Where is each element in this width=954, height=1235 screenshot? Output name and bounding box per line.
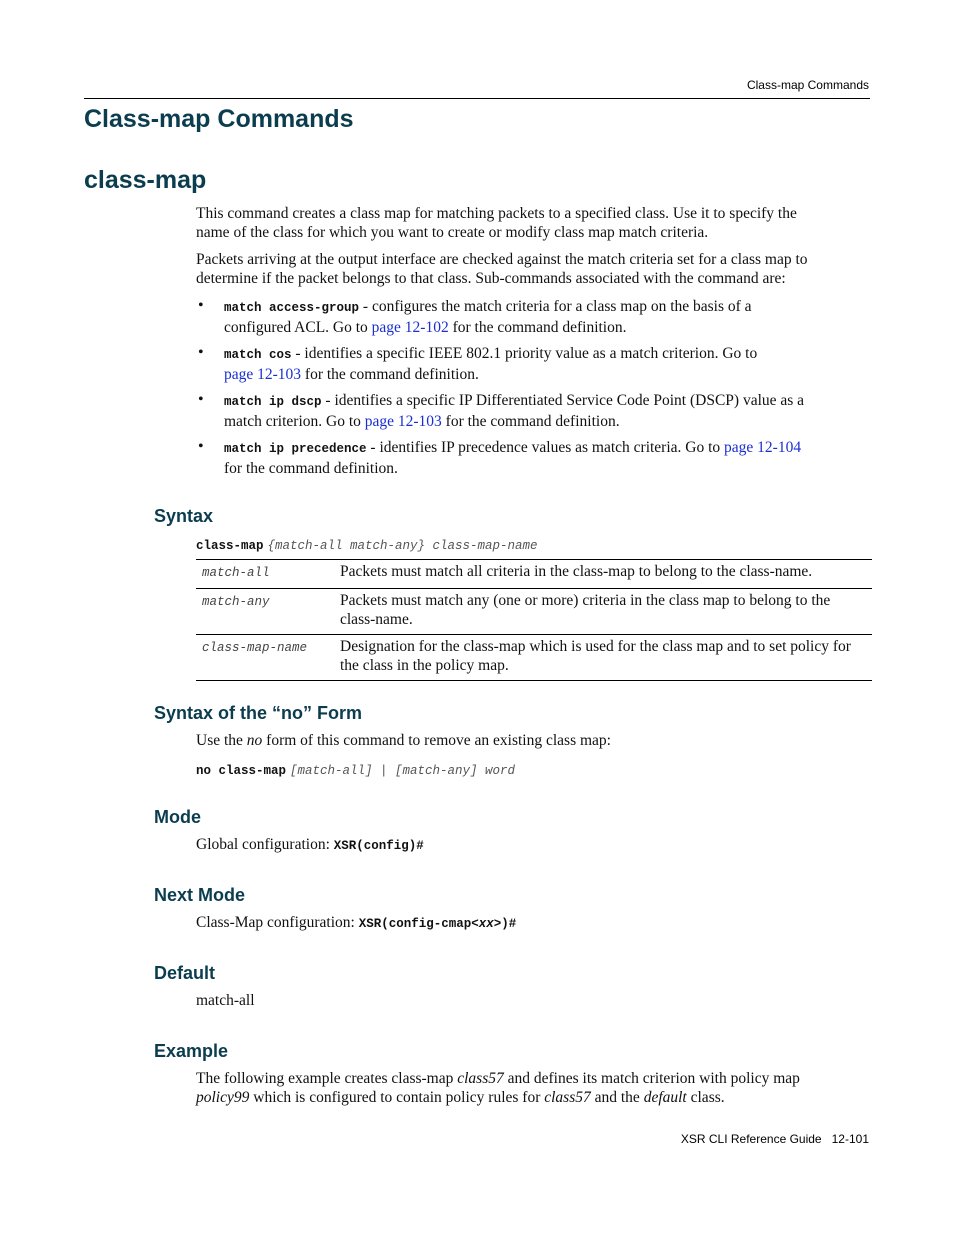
command-name: match access-group — [224, 301, 360, 315]
param-name: match-all — [202, 566, 270, 580]
text-fragment: and defines its match criterion with policy map — [503, 1070, 800, 1087]
item-text: for the command definition. — [448, 319, 627, 336]
param-description: Packets must match all criteria in the class-map to belong to the class-name. — [340, 563, 813, 580]
bullet-dot: • — [198, 391, 204, 408]
syntax-args: {match-all match-any} class-map-name — [267, 539, 538, 553]
text-emphasis: default — [643, 1089, 687, 1106]
list-item — [224, 391, 804, 431]
syntax-command: no class-map — [196, 764, 287, 778]
running-footer — [681, 1132, 869, 1146]
text-fragment: and the — [590, 1089, 644, 1106]
cli-prompt: >)# — [493, 917, 517, 931]
text-fragment: The following example creates class-map — [196, 1070, 458, 1087]
default-value: match-all — [196, 992, 255, 1009]
syntax-table — [196, 559, 872, 681]
bullet-dot: • — [198, 438, 204, 455]
running-header: Class-map Commands — [746, 78, 869, 92]
intro-p2-line1: Packets arriving at the output interface are checked against the match criteria set for a class map to — [196, 251, 808, 268]
item-text: match criterion. Go to — [224, 413, 365, 430]
example-text — [196, 1069, 800, 1107]
page-link[interactable]: page 12-103 — [224, 366, 302, 383]
no-form-text — [196, 731, 611, 750]
command-name: match ip dscp — [224, 395, 322, 409]
guide-title: XSR CLI Reference Guide — [680, 1132, 822, 1146]
mode-heading: Mode — [154, 807, 201, 827]
text-emphasis: no — [246, 732, 263, 749]
item-text: for the command definition. — [441, 413, 620, 430]
bullet-dot: • — [198, 344, 204, 361]
text-emphasis: class57 — [544, 1089, 591, 1106]
text-fragment: Use the — [196, 732, 247, 749]
item-text: - identifies a specific IEEE 802.1 priority value as a match criterion. Go to — [291, 345, 758, 362]
page-link[interactable]: page 12-102 — [371, 319, 449, 336]
list-item — [224, 438, 801, 478]
command-title: class-map — [84, 166, 207, 194]
table-row — [196, 635, 872, 681]
table-row — [196, 589, 872, 635]
no-form-heading: Syntax of the “no” Form — [154, 703, 363, 723]
intro-paragraph-1 — [196, 204, 797, 242]
intro-p1-line2: name of the class for which you want to create or modify class map match criteria. — [196, 224, 709, 241]
item-text: for the command definition. — [224, 460, 398, 477]
text-fragment: form of this command to remove an existing class map: — [262, 732, 611, 749]
syntax-line — [196, 536, 538, 554]
next-mode-heading: Next Mode — [154, 885, 246, 905]
param-name: class-map-name — [202, 641, 308, 655]
text-fragment: class. — [686, 1089, 725, 1106]
intro-paragraph-2 — [196, 250, 808, 288]
command-name: match cos — [224, 348, 292, 362]
text-fragment: Class-Map configuration: — [196, 914, 359, 931]
page-number: 12-101 — [831, 1132, 869, 1146]
text-fragment: Global configuration: — [196, 836, 334, 853]
list-item — [224, 344, 757, 384]
no-form-syntax — [196, 761, 515, 779]
item-text: - identifies IP precedence values as match criteria. Go to — [366, 439, 725, 456]
page-link[interactable]: page 12-103 — [364, 413, 442, 430]
param-description: Packets must match any (one or more) criteria in the class map to belong to the class-name. — [340, 592, 831, 628]
item-text: - configures the match criteria for a class map on the basis of a — [359, 298, 752, 315]
syntax-command: class-map — [196, 539, 264, 553]
syntax-args: [match-all] | [match-any] word — [290, 764, 516, 778]
intro-p2-line2: determine if the packet belongs to that class. Sub-commands associated with the command are: — [196, 270, 786, 287]
syntax-heading: Syntax — [154, 506, 214, 526]
next-mode-text — [196, 913, 516, 934]
default-heading: Default — [154, 963, 216, 983]
mode-text — [196, 835, 424, 856]
text-emphasis: class57 — [457, 1070, 504, 1087]
text-fragment: which is configured to contain policy rules for — [249, 1089, 545, 1106]
param-name: match-any — [202, 595, 270, 609]
bullet-dot: • — [198, 297, 204, 314]
chapter-title: Class-map Commands — [84, 105, 354, 133]
list-item — [224, 297, 752, 337]
intro-p1-line1: This command creates a class map for matching packets to a specified class. Use it to specify the — [196, 205, 797, 222]
command-name: match ip precedence — [224, 442, 367, 456]
item-text: - identifies a specific IP Differentiated Service Code Point (DSCP) value as a — [321, 392, 805, 409]
item-text: for the command definition. — [301, 366, 479, 383]
cli-prompt-variable: xx — [478, 917, 494, 931]
example-heading: Example — [154, 1041, 229, 1061]
cli-prompt: XSR(config)# — [333, 839, 424, 853]
header-rule — [84, 98, 870, 99]
page-link[interactable]: page 12-104 — [724, 439, 802, 456]
cli-prompt: XSR(config-cmap< — [358, 917, 479, 931]
table-row — [196, 560, 872, 589]
param-description: Designation for the class-map which is used for the class map and to set policy for the class in the policy map. — [340, 638, 851, 674]
item-text: configured ACL. Go to — [224, 319, 372, 336]
text-emphasis: policy99 — [196, 1089, 250, 1106]
